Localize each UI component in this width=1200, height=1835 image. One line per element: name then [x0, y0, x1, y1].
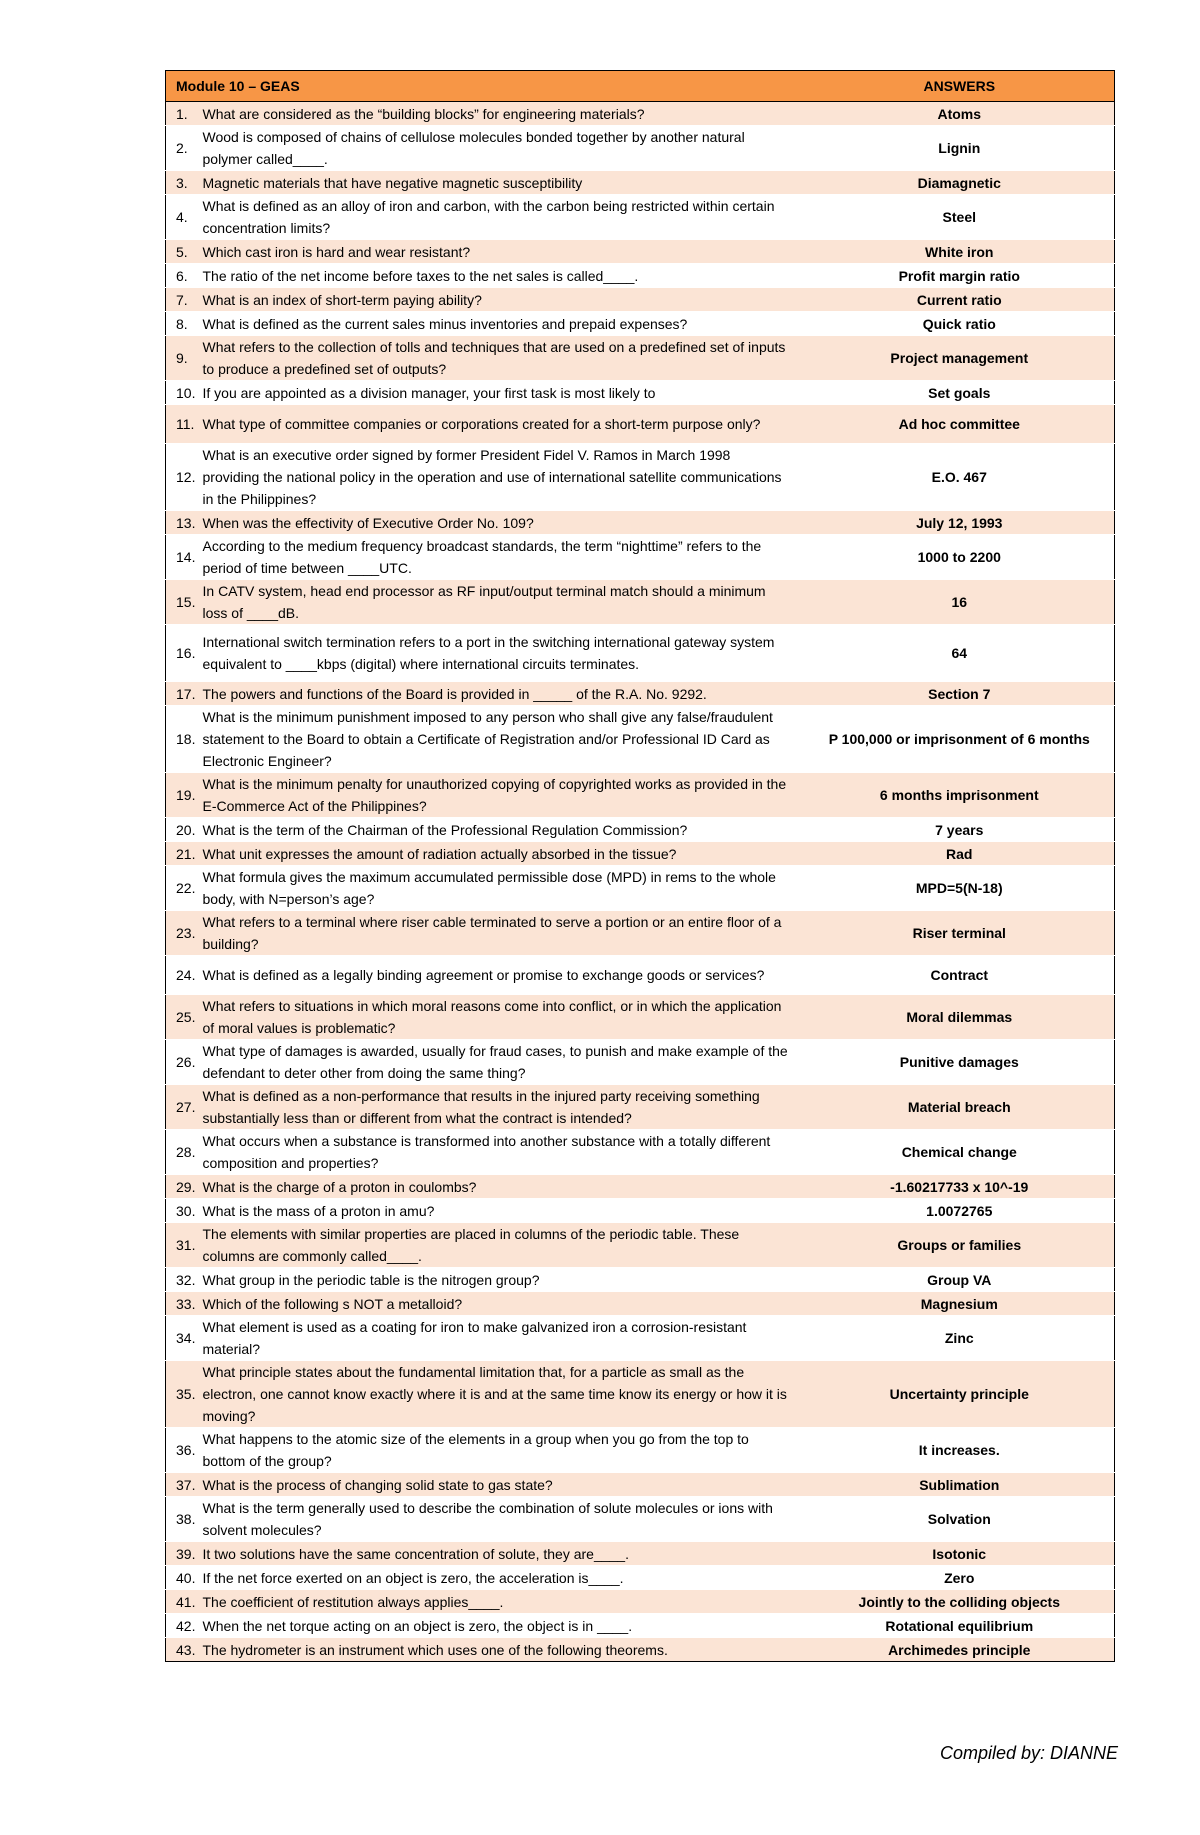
- question-text: What is an index of short-term paying ability?: [203, 288, 805, 312]
- question-number: 5.: [166, 240, 203, 264]
- question-number: 10.: [166, 381, 203, 405]
- answer-text: Jointly to the colliding objects: [805, 1590, 1115, 1614]
- question-number: 34.: [166, 1316, 203, 1361]
- question-text: What unit expresses the amount of radiation actually absorbed in the tissue?: [203, 842, 805, 866]
- question-text: What is the process of changing solid state to gas state?: [203, 1473, 805, 1497]
- question-number: 41.: [166, 1590, 203, 1614]
- question-row: [166, 956, 1115, 995]
- question-row: [166, 911, 1115, 956]
- question-row: [166, 1292, 1115, 1316]
- answer-text: E.O. 467: [805, 444, 1115, 511]
- question-number: 25.: [166, 995, 203, 1040]
- question-row: [166, 1542, 1115, 1566]
- question-row: [166, 1199, 1115, 1223]
- question-row: [166, 682, 1115, 706]
- question-row: [166, 1590, 1115, 1614]
- question-number: 13.: [166, 511, 203, 535]
- question-number: 20.: [166, 818, 203, 842]
- question-text: What type of damages is awarded, usually for fraud cases, to punish and make example of the defendant to deter other from doing the same thing?: [203, 1040, 805, 1085]
- question-text: When was the effectivity of Executive Order No. 109?: [203, 511, 805, 535]
- question-number: 33.: [166, 1292, 203, 1316]
- question-text: What principle states about the fundamental limitation that, for a particle as small as the electron, one cannot know exactly where it is and at the same time know its energy or how it is moving?: [203, 1361, 805, 1428]
- question-row: [166, 312, 1115, 336]
- question-text: The elements with similar properties are placed in columns of the periodic table. These columns are commonly called____.: [203, 1223, 805, 1268]
- question-row: [166, 1638, 1115, 1662]
- question-text: What is defined as a legally binding agreement or promise to exchange goods or services?: [203, 956, 805, 995]
- answer-text: It increases.: [805, 1428, 1115, 1473]
- question-text: What type of committee companies or corporations created for a short-term purpose only?: [203, 405, 805, 444]
- question-row: [166, 535, 1115, 580]
- question-number: 35.: [166, 1361, 203, 1428]
- answer-text: Set goals: [805, 381, 1115, 405]
- answer-text: Archimedes principle: [805, 1638, 1115, 1662]
- question-number: 19.: [166, 773, 203, 818]
- answer-text: Punitive damages: [805, 1040, 1115, 1085]
- question-number: 24.: [166, 956, 203, 995]
- answer-text: Solvation: [805, 1497, 1115, 1542]
- answer-text: Groups or families: [805, 1223, 1115, 1268]
- question-text: The hydrometer is an instrument which uses one of the following theorems.: [203, 1638, 805, 1662]
- question-text: Which of the following s NOT a metalloid?: [203, 1292, 805, 1316]
- question-row: [166, 1428, 1115, 1473]
- answer-text: Project management: [805, 336, 1115, 381]
- question-row: [166, 1223, 1115, 1268]
- answer-text: Chemical change: [805, 1130, 1115, 1175]
- question-row: [166, 1085, 1115, 1130]
- question-number: 21.: [166, 842, 203, 866]
- question-number: 36.: [166, 1428, 203, 1473]
- answer-text: 1000 to 2200: [805, 535, 1115, 580]
- answer-text: Section 7: [805, 682, 1115, 706]
- answer-text: Riser terminal: [805, 911, 1115, 956]
- answer-text: Uncertainty principle: [805, 1361, 1115, 1428]
- answer-text: 7 years: [805, 818, 1115, 842]
- question-number: 26.: [166, 1040, 203, 1085]
- question-number: 1.: [166, 102, 203, 126]
- question-number: 40.: [166, 1566, 203, 1590]
- question-text: If you are appointed as a division manager, your first task is most likely to: [203, 381, 805, 405]
- question-row: [166, 240, 1115, 264]
- question-row: [166, 1473, 1115, 1497]
- question-text: What refers to situations in which moral reasons come into conflict, or in which the application of moral values is problematic?: [203, 995, 805, 1040]
- answer-text: Profit margin ratio: [805, 264, 1115, 288]
- question-number: 31.: [166, 1223, 203, 1268]
- question-text: Magnetic materials that have negative magnetic susceptibility: [203, 171, 805, 195]
- answer-text: Material breach: [805, 1085, 1115, 1130]
- question-row: [166, 866, 1115, 911]
- question-row: [166, 1040, 1115, 1085]
- question-row: [166, 171, 1115, 195]
- answer-text: 16: [805, 580, 1115, 625]
- qa-table: [165, 70, 1115, 1662]
- question-text: What is the minimum penalty for unauthorized copying of copyrighted works as provided in the E-Commerce Act of the Philippines?: [203, 773, 805, 818]
- question-row: [166, 1361, 1115, 1428]
- question-number: 38.: [166, 1497, 203, 1542]
- answer-text: MPD=5(N-18): [805, 866, 1115, 911]
- question-text: What is defined as the current sales minus inventories and prepaid expenses?: [203, 312, 805, 336]
- question-text: What is an executive order signed by former President Fidel V. Ramos in March 1998 providing the national policy in the operation and use of international satellite communications in the Philippines?: [203, 444, 805, 511]
- question-text: International switch termination refers to a port in the switching international gateway system equivalent to ____kbps (digital) where international circuits terminates.: [203, 625, 805, 682]
- question-text: The coefficient of restitution always applies____.: [203, 1590, 805, 1614]
- question-row: [166, 1614, 1115, 1638]
- question-row: [166, 1566, 1115, 1590]
- question-text: What is defined as an alloy of iron and carbon, with the carbon being restricted within certain concentration limits?: [203, 195, 805, 240]
- answer-text: Moral dilemmas: [805, 995, 1115, 1040]
- question-row: [166, 706, 1115, 773]
- question-number: 43.: [166, 1638, 203, 1662]
- question-number: 6.: [166, 264, 203, 288]
- question-number: 7.: [166, 288, 203, 312]
- question-text: It two solutions have the same concentration of solute, they are____.: [203, 1542, 805, 1566]
- question-text: What group in the periodic table is the nitrogen group?: [203, 1268, 805, 1292]
- question-row: [166, 995, 1115, 1040]
- question-text: The ratio of the net income before taxes to the net sales is called____.: [203, 264, 805, 288]
- question-number: 39.: [166, 1542, 203, 1566]
- table-header-row: [166, 71, 1115, 102]
- question-text: What are considered as the “building blocks” for engineering materials?: [203, 102, 805, 126]
- question-text: What happens to the atomic size of the elements in a group when you go from the top to bottom of the group?: [203, 1428, 805, 1473]
- answer-text: Contract: [805, 956, 1115, 995]
- question-row: [166, 1497, 1115, 1542]
- question-row: [166, 625, 1115, 682]
- question-number: 42.: [166, 1614, 203, 1638]
- question-number: 30.: [166, 1199, 203, 1223]
- question-text: What refers to the collection of tolls and techniques that are used on a predefined set of inputs to produce a predefined set of outputs?: [203, 336, 805, 381]
- question-text: Which cast iron is hard and wear resistant?: [203, 240, 805, 264]
- question-row: [166, 405, 1115, 444]
- compiled-by-footer: Compiled by: DIANNE: [940, 1743, 1119, 1763]
- question-number: 15.: [166, 580, 203, 625]
- question-number: 12.: [166, 444, 203, 511]
- answer-text: Steel: [805, 195, 1115, 240]
- answer-text: Rad: [805, 842, 1115, 866]
- question-text: What occurs when a substance is transformed into another substance with a totally different composition and properties?: [203, 1130, 805, 1175]
- question-row: [166, 444, 1115, 511]
- question-row: [166, 288, 1115, 312]
- question-text: What refers to a terminal where riser cable terminated to serve a portion or an entire floor of a building?: [203, 911, 805, 956]
- question-row: [166, 818, 1115, 842]
- question-number: 23.: [166, 911, 203, 956]
- question-number: 37.: [166, 1473, 203, 1497]
- question-text: What is the charge of a proton in coulombs?: [203, 1175, 805, 1199]
- question-text: In CATV system, head end processor as RF input/output terminal match should a minimum loss of ____dB.: [203, 580, 805, 625]
- question-text: What is the mass of a proton in amu?: [203, 1199, 805, 1223]
- question-row: [166, 511, 1115, 535]
- answer-text: Ad hoc committee: [805, 405, 1115, 444]
- answer-text: 1.0072765: [805, 1199, 1115, 1223]
- question-row: [166, 1130, 1115, 1175]
- question-text: What formula gives the maximum accumulated permissible dose (MPD) in rems to the whole body, with N=person’s age?: [203, 866, 805, 911]
- question-row: [166, 195, 1115, 240]
- question-row: [166, 580, 1115, 625]
- answer-text: Diamagnetic: [805, 171, 1115, 195]
- question-row: [166, 1268, 1115, 1292]
- answer-text: White iron: [805, 240, 1115, 264]
- question-row: [166, 1316, 1115, 1361]
- answer-text: P 100,000 or imprisonment of 6 months: [805, 706, 1115, 773]
- question-text: What element is used as a coating for iron to make galvanized iron a corrosion-resistant material?: [203, 1316, 805, 1361]
- question-text: According to the medium frequency broadcast standards, the term “nighttime” refers to the period of time between ____UTC.: [203, 535, 805, 580]
- question-number: 28.: [166, 1130, 203, 1175]
- question-number: 17.: [166, 682, 203, 706]
- question-row: [166, 381, 1115, 405]
- question-text: The powers and functions of the Board is provided in _____ of the R.A. No. 9292.: [203, 682, 805, 706]
- answer-text: 64: [805, 625, 1115, 682]
- question-row: [166, 126, 1115, 171]
- question-number: 16.: [166, 625, 203, 682]
- question-text: Wood is composed of chains of cellulose molecules bonded together by another natural polymer called____.: [203, 126, 805, 171]
- question-row: [166, 264, 1115, 288]
- answer-text: Magnesium: [805, 1292, 1115, 1316]
- question-row: [166, 773, 1115, 818]
- answer-text: Quick ratio: [805, 312, 1115, 336]
- question-row: [166, 1175, 1115, 1199]
- answer-text: Current ratio: [805, 288, 1115, 312]
- answers-header: ANSWERS: [805, 71, 1115, 102]
- question-row: [166, 842, 1115, 866]
- question-number: 9.: [166, 336, 203, 381]
- question-number: 3.: [166, 171, 203, 195]
- question-text: What is the minimum punishment imposed to any person who shall give any false/fraudulent statement to the Board to obtain a Certificate of Registration and/or Professional ID Card as Electronic Engineer?: [203, 706, 805, 773]
- question-number: 2.: [166, 126, 203, 171]
- answer-text: Group VA: [805, 1268, 1115, 1292]
- answer-text: Isotonic: [805, 1542, 1115, 1566]
- answer-text: July 12, 1993: [805, 511, 1115, 535]
- question-text: What is the term generally used to describe the combination of solute molecules or ions with solvent molecules?: [203, 1497, 805, 1542]
- answer-text: Rotational equilibrium: [805, 1614, 1115, 1638]
- answer-text: -1.60217733 x 10^-19: [805, 1175, 1115, 1199]
- question-number: 18.: [166, 706, 203, 773]
- module-title: Module 10 – GEAS: [166, 71, 805, 102]
- question-text: When the net torque acting on an object is zero, the object is in ____.: [203, 1614, 805, 1638]
- question-number: 29.: [166, 1175, 203, 1199]
- question-number: 8.: [166, 312, 203, 336]
- answer-text: 6 months imprisonment: [805, 773, 1115, 818]
- question-text: If the net force exerted on an object is zero, the acceleration is____.: [203, 1566, 805, 1590]
- question-text: What is the term of the Chairman of the Professional Regulation Commission?: [203, 818, 805, 842]
- question-number: 14.: [166, 535, 203, 580]
- question-number: 27.: [166, 1085, 203, 1130]
- answer-text: Sublimation: [805, 1473, 1115, 1497]
- question-number: 4.: [166, 195, 203, 240]
- question-number: 22.: [166, 866, 203, 911]
- answer-text: Lignin: [805, 126, 1115, 171]
- question-text: What is defined as a non-performance that results in the injured party receiving something substantially less than or different from what the contract is intended?: [203, 1085, 805, 1130]
- question-number: 11.: [166, 405, 203, 444]
- question-number: 32.: [166, 1268, 203, 1292]
- answer-text: Zero: [805, 1566, 1115, 1590]
- answer-text: Zinc: [805, 1316, 1115, 1361]
- question-row: [166, 102, 1115, 126]
- answer-text: Atoms: [805, 102, 1115, 126]
- question-row: [166, 336, 1115, 381]
